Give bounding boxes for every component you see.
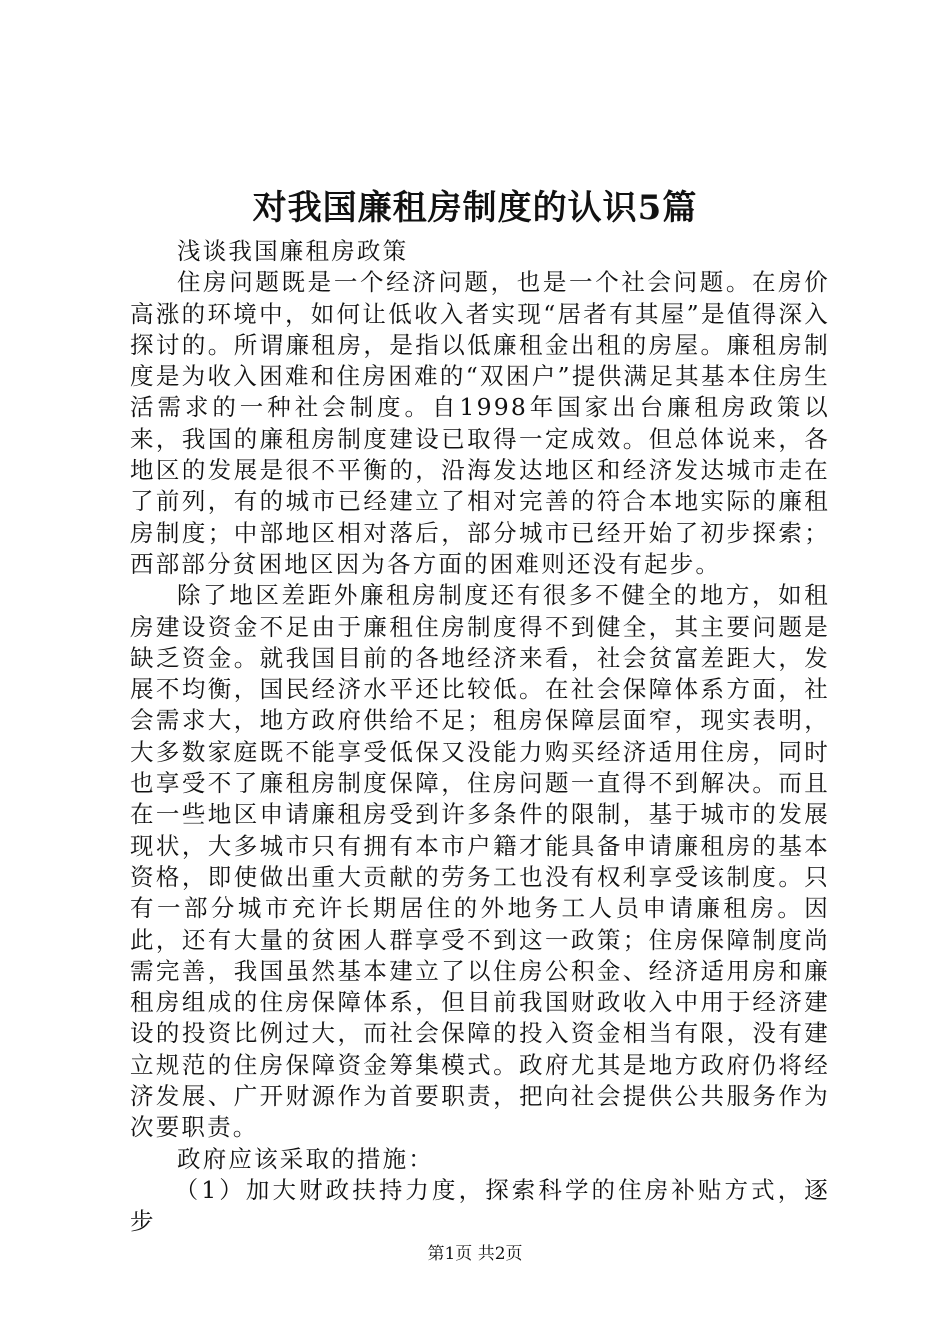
paragraph-2: 除了地区差距外廉租房制度还有很多不健全的地方，如租房建设资金不足由于廉租住房制度得不到健全，其主要问题是缺乏资金。就我国目前的各地经济来看，社会贫富差距大，发展不均衡，国民经济水平还比较低。在社会保障体系方面，社会需求大，地方政府供给不足；租房保障层面窄，现实表明，大多数家庭既不能享受低保又没能力购买经济适用住房，同时也享受不了廉租房制度保障，住房问题一直得不到解决。而且在一些地区申请廉租房受到许多条件的限制，基于城市的发展现状，大多城市只有拥有本市户籍才能具备申请廉租房的基本资格，即使做出重大贡献的劳务工也没有权利享受该制度。只有一部分城市充许长期居住的外地务工人员申请廉租房。因此，还有大量的贫困人群享受不到这一政策；住房保障制度尚需完善，我国虽然基本建立了以住房公积金、经济适用房和廉租房组成的住房保障体系，但目前我国财政收入中用于经济建设的投资比例过大，而社会保障的投入资金相当有限，没有建立规范的住房保障资金筹集模式。政府尤其是地方政府仍将经济发展、广开财源作为首要职责，把向社会提供公共服务作为次要职责。 — [130, 581, 830, 1142]
paragraph-measures-heading: 政府应该采取的措施： — [177, 1144, 434, 1173]
paragraph-1: 住房问题既是一个经济问题，也是一个社会问题。在房价高涨的环境中，如何让低收入者实现“居者有其屋”是值得深入探讨的。所谓廉租房，是指以低廉租金出租的房屋。廉租房制度是为收入困难和住房困难的“双困户”提供满足其基本住房生活需求的一种社会制度。自1998年国家出台廉租房政策以来，我国的廉租房制度建设已取得一定成效。但总体说来，各地区的发展是很不平衡的，沿海发达地区和经济发达城市走在了前列，有的城市已经建立了相对完善的符合本地实际的廉租房制度；中部地区相对落后，部分城市已经开始了初步探索；西部部分贫困地区因为各方面的困难则还没有起步。 — [130, 268, 830, 578]
document-body — [130, 236, 830, 1238]
paragraph-measure-1: （1）加大财政扶持力度，探索科学的住房补贴方式，逐步 — [130, 1175, 830, 1236]
page-number-footer: 第1页 共2页 — [427, 1244, 523, 1264]
document-title: 对我国廉租房制度的认识5篇 — [252, 188, 698, 228]
paragraph-subtitle: 浅谈我国廉租房政策 — [177, 237, 409, 265]
